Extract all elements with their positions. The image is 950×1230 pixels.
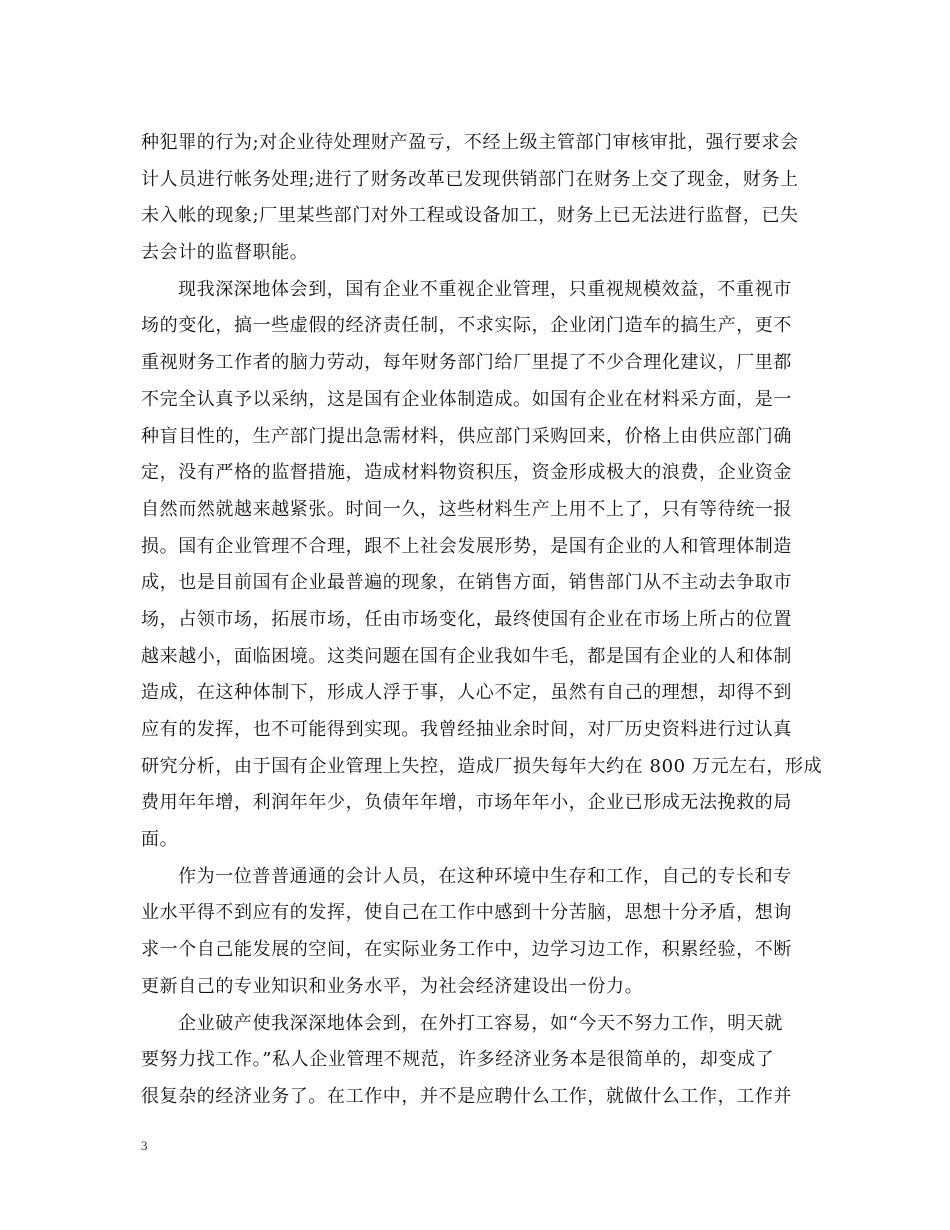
text-line: 面。 [141,829,179,851]
text-line: 种犯罪的行为;对企业待处理财产盈亏，不经上级主管部门审核审批，强行要求会 [141,132,799,153]
text-line: 种盲目性的，生产部门提出急需材料，供应部门采购回来，价格上由供应部门确 [141,425,792,447]
text-line: 不完全认真予以采纳，这是国有企业体制造成。如国有企业在材料采方面，是一 [141,388,792,410]
text-line: 费用年年增，利润年年少，负债年年增，市场年年小，企业已形成无法挽救的局 [141,792,792,814]
text-line: 现我深深地体会到，国有企业不重视企业管理，只重视规模效益，不重视市 [178,278,792,300]
text-line: 去会计的监督职能。 [141,242,309,264]
text-line: 定，没有严格的监督措施，造成材料物资积压，资金形成极大的浪费，企业资金 [141,462,792,484]
text-line: 更新自己的专业知识和业务水平，为社会经济建设出一份力。 [141,975,644,997]
text-line: 自然而然就越来越紧张。时间一久，这些材料生产上用不上了，只有等待统一报 [141,498,792,520]
text-line: 造成，在这种体制下，形成人浮于事，人心不定，虽然有自己的理想，却得不到 [141,682,792,704]
text-line: 企业破产使我深深地体会到，在外打工容易，如“今天不努力工作，明天就 [178,1012,783,1034]
paragraph-4 [141,1006,813,1116]
text-line: 成，也是目前国有企业最普遍的现象，在销售方面，销售部门从不主动去争取市 [141,572,792,594]
text-line: 计人员进行帐务处理;进行了财务改革已发现供销部门在财务上交了现金，财务上 [141,168,799,190]
text-line: 损。国有企业管理不合理，跟不上社会发展形势，是国有企业的人和管理体制造 [141,535,792,557]
text-line: 重视财务工作者的脑力劳动，每年财务部门给厂里提了不少合理化建议，厂里都 [141,352,792,374]
text-line: 业水平得不到应有的发挥，使自己在工作中感到十分苦脑，思想十分矛盾，想询 [141,902,792,924]
text-line: 场的变化，搞一些虚假的经济责任制，不求实际，企业闭门造车的搞生产，更不 [141,315,792,337]
text-line: 很复杂的经济业务了。在工作中，并不是应聘什么工作，就做什么工作，工作并 [141,1085,792,1107]
text-line: 应有的发挥，也不可能得到实现。我曾经抽业余时间，对厂历史资料进行过认真 [141,719,792,740]
paragraph-3 [141,859,813,1006]
paragraph-2 [141,272,823,859]
document-body [141,125,823,1116]
text-line: 作为一位普普通通的会计人员，在这种环境中生存和工作，自己的专长和专 [178,865,792,887]
text-line: 越来越小，面临困境。这类问题在国有企业我如牛毛，都是国有企业的人和体制 [141,645,792,667]
text-line: 研究分析，由于国有企业管理上失控，造成厂损失每年大约在 800 万元左右，形成 [141,755,823,777]
text-line: 求一个自己能发展的空间，在实际业务工作中，边学习边工作，积累经验，不断 [141,939,792,961]
paragraph-1 [141,125,813,272]
text-line: 未入帐的现象;厂里某些部门对外工程或设备加工，财务上已无法进行监督，已失 [141,205,799,227]
page-number: 3 [141,1138,148,1153]
text-line: 场，占领市场，拓展市场，任由市场变化，最终使国有企业在市场上所占的位置 [141,608,792,630]
text-line: 要努力找工作。”私人企业管理不规范，许多经济业务本是很简单的，却变成了 [141,1049,775,1071]
